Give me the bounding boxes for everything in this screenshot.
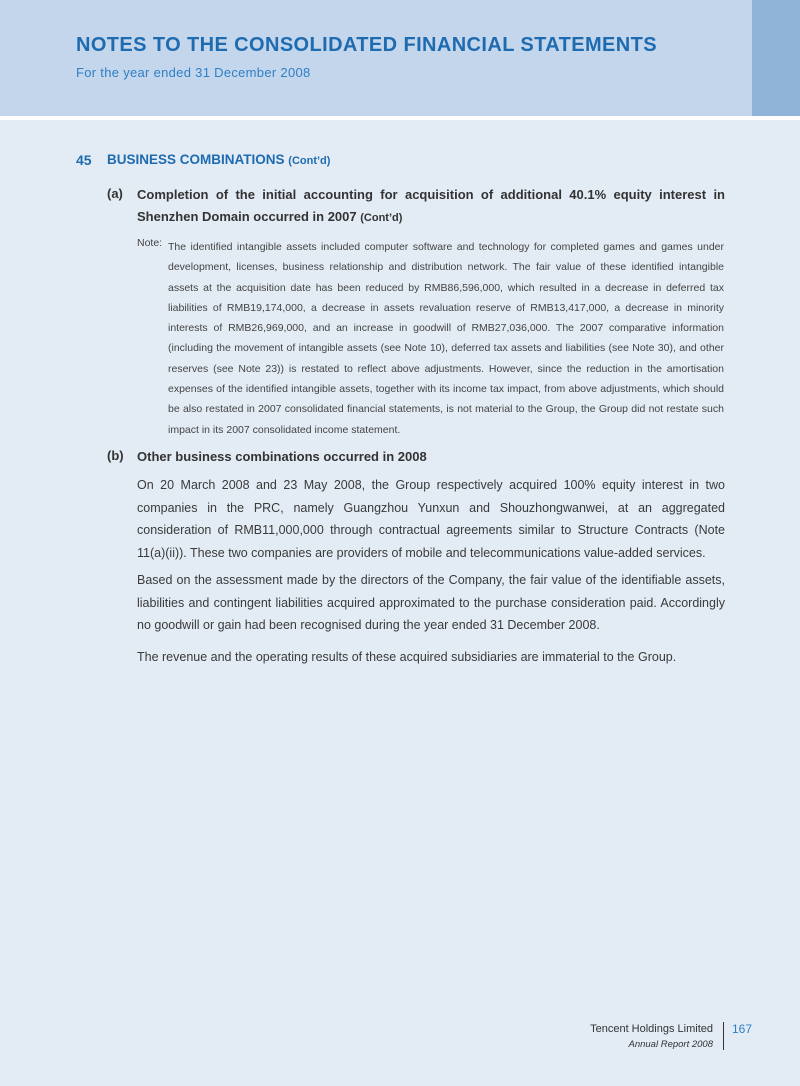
subsection-b-title: Other business combinations occurred in 2008 [137, 449, 427, 464]
page-subtitle: For the year ended 31 December 2008 [76, 65, 311, 80]
paragraph-assessment: Based on the assessment made by the directors of the Company, the fair value of the identifiable assets, liabilities and contingent liabilities acquired approximated to the purchase consideration paid. Accordingly no goodwill or gain had been recognised during the year ended 31 December 2008. [137, 573, 725, 633]
subsection-a-title-text: Completion of the initial accounting for acquisition of additional 40.1% equity interest in Shenzhen Domain occurred in 2007 [137, 187, 725, 224]
footer-company: Tencent Holdings Limited [590, 1023, 713, 1035]
footer-divider [723, 1022, 724, 1050]
subsection-a-marker: (a) [107, 186, 123, 201]
paragraph-acquisition: On 20 March 2008 and 23 May 2008, the Group respectively acquired 100% equity interest in two companies in the PRC, namely Guangzhou Yunxun and Shouzhongwanwei, at an aggregated consideration of RMB11,000,000 through contractual agreements similar to Structure Contracts (Note 11(a)(ii)). These two companies are providers of mobile and telecommunications value-added services. [137, 478, 725, 561]
footer-report: Annual Report 2008 [628, 1039, 713, 1050]
header-accent-block [752, 0, 800, 116]
section-number: 45 [76, 152, 92, 168]
subsection-b-marker: (b) [107, 448, 124, 463]
section-title [107, 152, 330, 167]
page-number: 167 [732, 1022, 753, 1036]
paragraph-revenue: The revenue and the operating results of these acquired subsidiaries are immaterial to the Group. [137, 650, 677, 664]
page-title: NOTES TO THE CONSOLIDATED FINANCIAL STATEMENTS [76, 34, 657, 56]
subsection-a-title-suffix: (Cont’d) [360, 212, 403, 224]
header-divider [0, 116, 800, 120]
note-label: Note: [137, 237, 163, 249]
header-band [0, 0, 752, 116]
section-title-text: BUSINESS COMBINATIONS [107, 152, 285, 167]
note-body: The identified intangible assets included computer software and technology for completed games and games under development, licenses, business relationship and distribution network. The fair value of these identified intangible assets at the acquisition date has been reduced by RMB86,596,000, which resulted in a decrease in deferred tax liabilities of RMB19,174,000, a decrease in assets revaluation reserve of RMB13,417,000, a decrease in minority interests of RMB26,969,000, and an increase in goodwill of RMB27,036,000. The 2007 comparative information (including the movement of intangible assets (see Note 10), deferred tax assets and liabilities (see Note 30), and other reserves (see Note 23)) is restated to reflect above adjustments. However, since the reduction in the amortisation expenses of the identified intangible assets, together with its income tax impact, from above adjustments, which should be also restated in 2007 consolidated financial statements, is not material to the Group, the Group did not restate such impact in its 2007 consolidated income statement. [168, 241, 724, 436]
section-title-suffix: (Cont’d) [288, 155, 331, 167]
subsection-a-title [137, 184, 725, 229]
